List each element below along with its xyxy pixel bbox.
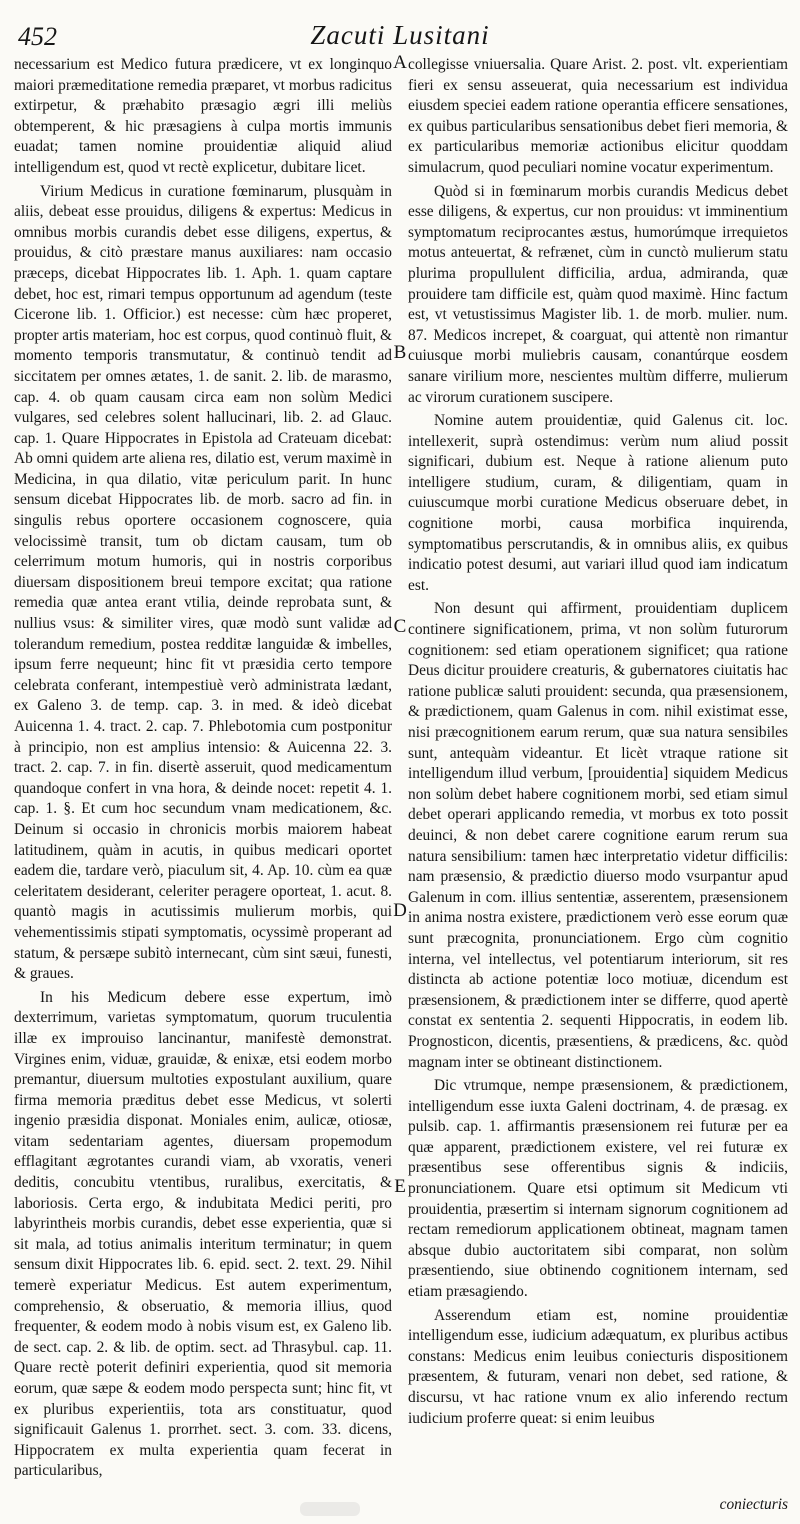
paragraph: Quòd si in fœminarum morbis curandis Medicus debet esse diligens, & expertus, cur non prouidus: vt imminentium symptomatum reciprocantes æstus, humorúmque irrequietos motus anteuertat, & refrænet, cùm in cunctò mulierum statu plurima propullulent difficilia, ardua, admiranda, quæ prouidere tam difficile est, quàm quod maximè. Hinc factum est, vt vetustissimus Magister lib. 1. de morb. mulier. num. 87. Medicos increpet, & coarguat, qui attentè non rimantur cuiusque morbi muliebris causam, conantúrque eosdem sanare virilium more, nescientes multùm differre, mulierum ac virorum curationem suscipere.	[408, 182, 788, 406]
page-header	[14, 20, 786, 54]
left-text-column	[14, 55, 392, 1495]
paragraph: In his Medicum debere esse expertum, imò dexterrimum, varietas symptomatum, quorum truculentia illæ ex improuiso lancinantur, manifestè demonstrat. Virgines enim, viduæ, grauidæ, & enixæ, etsi eodem morbo premantur, diuersum multoties expostulant auxilium, quare firma memoria præditus debet esse Medicus, vt solerti ingenio præsidia disponat. Moniales enim, aulicæ, otiosæ, vitam sedentariam agentes, diuersam propemodum efflagitant ægrotantes curandi viam, ab vxoratis, veneri deditis, concubitu vtentibus, ruralibus, exercitatis, & laboriosis. Certa ergo, & indubitata Medici periti, pro labyrintheis morbis curandis, debet esse experientia, quæ si sit mala, ad totius animalis interitum terminatur; in quem sensum dixit Hippocrates lib. 6. epid. sect. 2. text. 29. Nihil temerè experiatur Medicus. Est autem experimentum, comprehensio, & obseruatio, & memoria illius, quod frequenter, & eodem modo à nobis visum est, ex Galeno lib. de sect. cap. 2. & lib. de optim. sect. ad Thrasybul. cap. 11. Quare rectè poterit definiri experientia, quod sit memoria eorum, quæ sæpe & eodem modo perspecta sunt; hinc fit, vt ex pluribus experientiis, tota ars constituatur, quod significauit Galenus 1. prorrhet. sect. 3. com. 33. dicens, Hippocratem ex multa experientia quam fecerat in particularibus,	[14, 988, 392, 1480]
margin-letter-b: B	[393, 342, 407, 363]
margin-letter-c: C	[393, 616, 407, 637]
paragraph: Dic vtrumque, nempe præsensionem, & prædictionem, intelligendum esse iuxta Galeni doctrinam, 4. de præsag. ex pulsib. cap. 1. affirmantis præsensionem rei futuræ per ea quæ apparent, prædictionem existere, vel rei futuræ ex præsentibus sese offerentibus signis & indiciis, pronunciationem. Quare etsi optimum sit Medicum vti prouidentia, præsertim si internam signorum cognitionem ad rectam remediorum applicationem obtineat, magnam tamen absque dubio auctoritatem sibi comparat, non solùm præsentiendo, siue obtinendo cognitionem internam, sed etiam præsagiendo.	[408, 1077, 788, 1301]
paragraph: Non desunt qui affirment, prouidentiam duplicem continere significationem, prima, vt non solùm futurorum cognitionem: sed etiam operationem significet; qua ratione Deus dicitur prouidere creaturis, & gubernatores ciuitatis hac ratione publicæ saluti prouident: secunda, qua præsensionem, & prædictionem, quam Galenus in com. nihil existimat esse, nisi præcognitionem earum rerum, quæ sua natura sensibiles sunt, antequàm videantur. Et licèt vtraque ratione sit intelligendum illud verbum, [prouidentia] siquidem Medicus non solùm debet habere cognitionem morbi, sed etiam simul debet operari applicando remedia, vt morbus ex toto possit deuinci, & non debet carere cognitione earum rerum sua natura sensibilium: tamen hæc interpretatio videtur difficilis: nam præsensio, & prædictio diuerso modo vsurpantur apud Galenum in com. illius sententiæ, asserentem, præsensionem in anima nostra existere, prædictionem verò esse eorum quæ sunt præcognita, pronunciationem. Ergo cùm cognitio interna, vel intellectus, vel potentiarum interiorum, sit res distincta ab actione potentiæ loco motiuæ, dicendum est præsensionem, & prædictionem inter se differre, quod apertè constat ex sententia 2. sequenti Hippocratis, in eodem lib. Prognosticon, dicentis, præsentiens, & prædicens, &c. quòd magnam inter se obtineant distinctionem.	[408, 600, 788, 1071]
paragraph: necessarium est Medico futura prædicere, vt ex longinquo maiori præmeditatione remedia præparet, vt morbus radicitus extirpetur, & præhabito præsagio ægri illi meliùs obtemperent, & hic præsagiens à culpa mortis immunis euadat; tamen nomine prouidentiæ aliquid aliud intelligendum est, quod vt rectè explicetur, dubitare licet.	[14, 56, 392, 176]
running-head: Zacuti Lusitani	[310, 20, 490, 50]
paragraph: Virium Medicus in curatione fœminarum, plusquàm in aliis, debeat esse prouidus, diligens & expertus: Medicus in omnibus morbis curandis debet esse diligens, expertus, & prouidus, & citò præstare manus auxiliares: nam occasio præceps, dicebat Hippocrates lib. 1. Aph. 1. quam captare debet, hoc est, rimari tempus opportunum ad agendum (teste Cicerone lib. 1. Officior.) est necesse: cùm hæc properet, propter artis materiam, hoc est corpus, quod continuò fluit, & momento temporis transmutatur, & continuò tendit ad siccitatem per omnes ætates, 1. de sanit. 2. lib. de marasmo, cap. 4. ob quam causam circa eam non solùm Medici vulgares, sed celebres solent hallucinari, lib. 2. ad Glauc. cap. 1. Quare Hippocrates in Epistola ad Crateuam dicebat: Ab omni quidem arte aliena res, dilatio est, verum maximè in Medicina, in qua dilatio, vitæ periculum parit. In hunc sensum dicebat Hippocrates lib. de morb. sacro ad fin. in singulis rebus oportere occasionem cognoscere, quia velocissimè transit, tum ob dictam causam, tum ob celerrimum motum humoris, qui in nostris corporibus diuersam dispositionem breui tempore excitat; qua ratione remedia quæ antea erant vtilia, deinde reprobata sunt, & nullius vsus: & similiter vires, quæ modò sunt validæ ad tolerandum remedium, postea redditæ languidæ & imbelles, ipsum ferre nequeunt; hinc fit vt præsidia certo tempore celebrata conferant, intempestiuè verò administrata lædant, ex Galeno 3. de temp. cap. 3. in med. & ideò dicebat Auicenna 1. 4. tract. 2. cap. 7. Phlebotomia cum postponitur à principio, non est amplius intensio: & Auicenna 22. 3. tract. 2. cap. 7. in fin. disertè asseruit, quod medicamentum quandoque confert in vna hora, & deinde nocet: repetit 4. 1. cap. 1. §. Et cum hoc secundum vnam medicationem, &c. Deinum si occasio in chronicis morbis maiorem habeat latitudinem, quàm in acutis, in quibus medicari oportet eadem die, tardare verò, piaculum sit, 4. Ap. 10. cùm ea quæ celeritatem desiderant, celeriter peragere oporteat, 1. acut. 8. quantò magis in acutissimis mulierum morbis, qui vehementissimis stipati symptomatis, ocyssimè properant ad statum, & persæpe subitò internecant, cùm sint sæui, funesti, & graues.	[14, 182, 392, 983]
right-text-column	[408, 55, 788, 1495]
paragraph: Asserendum etiam est, nomine prouidentiæ intelligendum esse, iudicium adæquatum, ex pluribus actibus constans: Medicus enim leuibus coniecturis dispositionem præsentem, & futuram, venari non debet, sed ratione, & discursu, vt hac ratione vnum ex alio inferendo rectum iudicium proferre queat: si enim leuibus	[408, 1306, 788, 1427]
ink-smudge	[300, 1502, 360, 1516]
paragraph: Nomine autem prouidentiæ, quid Galenus cit. loc. intellexerit, suprà ostendimus: verùm num aliud possit significari, dubium est. Neque à ratione alienum puto intelligere studium, curam, & diligentiam, quam in cuiuscumque morbi curatione Medicus obseruare debet, in cognitione morbi, causa morbifica inquirenda, symptomatibus perscrutandis, & in omnibus aliis, ex quibus indicatio potest desumi, aut variari illud quod iam indicatum est.	[408, 412, 788, 594]
margin-letter-a: A	[393, 52, 407, 73]
page-number: 452	[18, 22, 57, 51]
catchword: coniecturis	[719, 1496, 788, 1513]
paragraph: collegisse vniuersalia. Quare Arist. 2. post. vlt. experientiam fieri ex sensu asseuerat, quia necessarium est individua eiusdem speciei eadem ratione operantia efficere sensationes, ex quibus particularibus sensationibus debet fieri memoria, & ex particularibus memoriæ actionibus elicitur quoddam simulacrum, quod peculiari nomine vocatur experimentum.	[408, 56, 788, 176]
margin-letter-d: D	[393, 900, 407, 921]
margin-letter-e: E	[394, 1176, 406, 1197]
